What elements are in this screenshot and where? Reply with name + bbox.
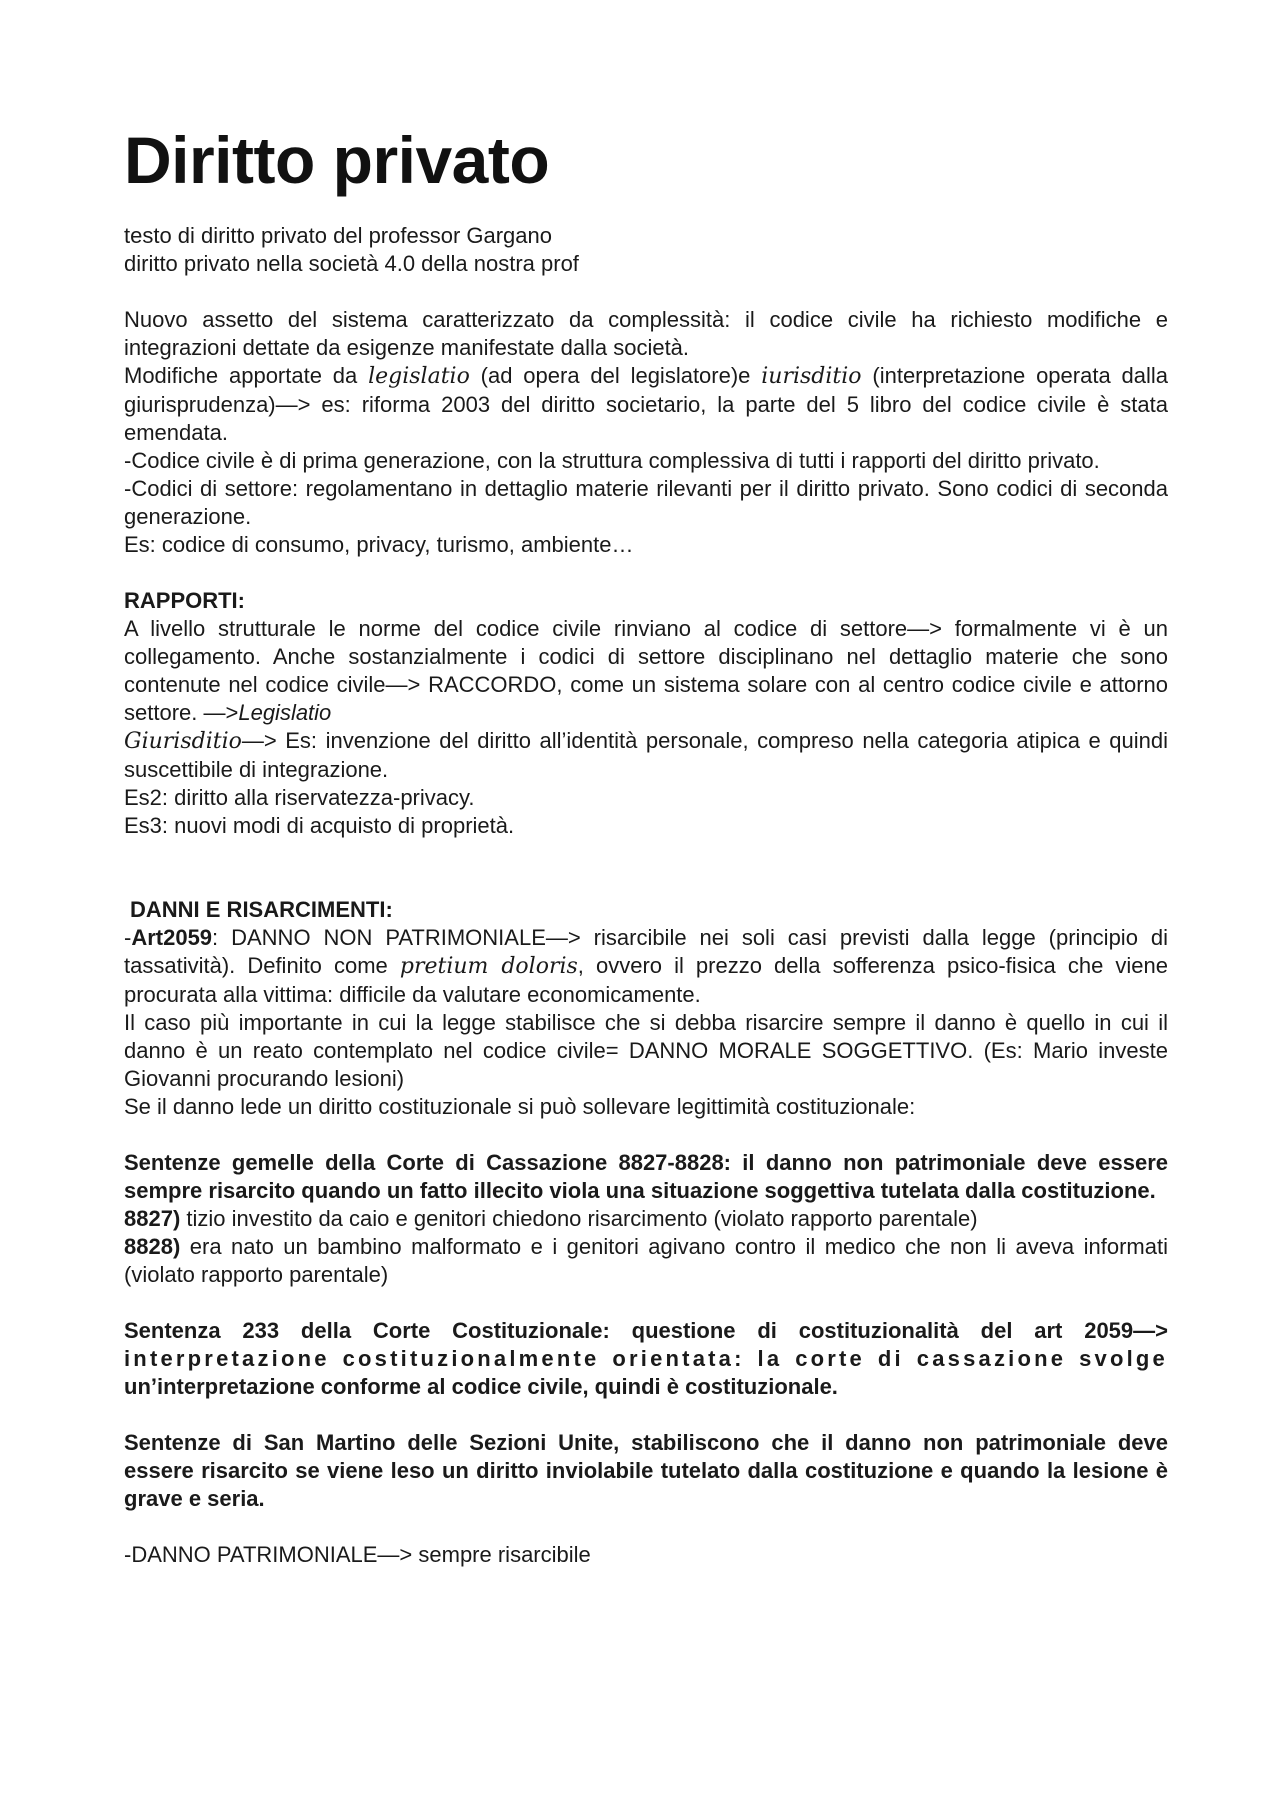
text-span: tizio investito da caio e genitori chiedono risarcimento (violato rapporto parentale) xyxy=(180,1206,978,1231)
case-number: 8828) xyxy=(124,1234,181,1259)
term-pretium-doloris: pretium doloris xyxy=(399,954,578,979)
intro-line-2: diritto privato nella società 4.0 della nostra prof xyxy=(124,251,579,276)
spacer xyxy=(124,1289,1168,1317)
paragraph-caso-importante: Il caso più importante in cui la legge stabilisce che si debba risarcire sempre il danno è quello in cui il danno è un reato contemplato nel codice civile= DANNO MORALE SOGGETTIVO. (Es: Mario investe Giovanni procurando lesioni) xyxy=(124,1010,1168,1091)
text-span: : DANNO NON PATRIMONIALE—> risarcibile nei soli casi previsti dalla legge (principio di tassatività). Definito come xyxy=(124,925,1168,978)
paragraph-es2: Es2: diritto alla riservatezza-privacy. xyxy=(124,785,475,810)
article-ref: Art2059 xyxy=(131,925,213,950)
intro-line-1: testo di diritto privato del professor Gargano xyxy=(124,223,553,248)
spacer xyxy=(124,559,1168,587)
paragraph-es3: Es3: nuovi modi di acquisto di proprietà. xyxy=(124,813,515,838)
paragraph-codici-settore: -Codici di settore: regolamentano in dettaglio materie rilevanti per il diritto privato. Sono codici di seconda generazione. xyxy=(124,476,1168,529)
spacer xyxy=(124,278,1168,306)
term-giurisditio: Giurisditio xyxy=(124,729,242,754)
paragraph-sentenza-233-line2: interpretazione costituzionalmente orientata: la corte di cassazione svolge xyxy=(124,1346,1168,1371)
text-span: , ovvero il prezzo della sofferenza psico-fisica che viene procurata alla vittima: difficile da valutare economicamente. xyxy=(124,953,1168,1007)
paragraph-san-martino: Sentenze di San Martino delle Sezioni Unite, stabiliscono che il danno non patrimoniale deve essere risarcito se viene leso un diritto inviolabile tutelato dalla costituzione e quando la lesione è grave e seria. xyxy=(124,1430,1168,1511)
paragraph-sentenza-233-line3: un’interpretazione conforme al codice civile, quindi è costituzionale. xyxy=(124,1374,838,1399)
paragraph-codice-civile: -Codice civile è di prima generazione, con la struttura complessiva di tutti i rapporti del diritto privato. xyxy=(124,448,1100,473)
text-span: —> Es: invenzione del diritto all’identità personale, compreso nella categoria atipica e quindi suscettibile di integrazione. xyxy=(124,728,1168,782)
paragraph-esempi: Es: codice di consumo, privacy, turismo, ambiente… xyxy=(124,532,634,557)
paragraph-danno-patrimoniale: -DANNO PATRIMONIALE—> sempre risarcibile xyxy=(124,1542,591,1567)
paragraph-8827 xyxy=(124,1205,1168,1233)
term-iurisditio: iurisditio xyxy=(761,364,862,389)
section-heading-danni: DANNI E RISARCIMENTI: xyxy=(130,897,393,922)
case-number: 8827) xyxy=(124,1206,181,1231)
page-title: Diritto privato xyxy=(124,123,550,197)
paragraph-8828 xyxy=(124,1233,1168,1289)
section-heading-rapporti: RAPPORTI: xyxy=(124,588,245,613)
spacer xyxy=(124,1401,1168,1429)
text-span: (ad opera del legislatore)e xyxy=(469,363,762,388)
text-span: A livello strutturale le norme del codice civile rinviano al codice di settore—> formalmente vi è un collegamento. Anche sostanzialmente i codici di settore disciplinano nel dettaglio materie che sono contenute nel codice civile—> RACCORDO, come un sistema solare con al centro codice civile e attorno settore. —> xyxy=(124,616,1168,725)
text-span: era nato un bambino malformato e i genitori agivano contro il medico che non li aveva informati (violato rapporto parentale) xyxy=(124,1234,1168,1287)
paragraph-giurisditio xyxy=(124,727,1168,784)
paragraph-sentenza-233-line1: Sentenza 233 della Corte Costituzionale: questione di costituzionalità del art 2059—> xyxy=(124,1318,1168,1343)
paragraph-rapporti xyxy=(124,615,1168,727)
text-span: Modifiche apportate da xyxy=(124,363,369,388)
text-span: (interpretazione operata dalla giurisprudenza)—> es: riforma 2003 del diritto societario, la parte del 5 libro del codice civile è stata emendata. xyxy=(124,363,1168,445)
paragraph-legittimita: Se il danno lede un diritto costituzionale si può sollevare legittimità costituzionale: xyxy=(124,1094,916,1119)
spacer xyxy=(124,840,1168,896)
text-span: - xyxy=(124,925,132,950)
paragraph-assetto: Nuovo assetto del sistema caratterizzato da complessità: il codice civile ha richiesto modifiche e integrazioni dettate da esigenze manifestate dalla società. xyxy=(124,307,1168,360)
term-legislatio: Legislatio xyxy=(238,700,332,725)
spacer xyxy=(124,1121,1168,1149)
term-legislatio: legislatio xyxy=(368,364,470,389)
paragraph-sentenze-gemelle: Sentenze gemelle della Corte di Cassazione 8827-8828: il danno non patrimoniale deve essere sempre risarcito quando un fatto illecito viola una situazione soggettiva tutelata dalla costituzione. xyxy=(124,1150,1168,1203)
paragraph-modifiche xyxy=(124,362,1168,447)
spacer xyxy=(124,1513,1168,1541)
paragraph-art2059 xyxy=(124,924,1168,1009)
